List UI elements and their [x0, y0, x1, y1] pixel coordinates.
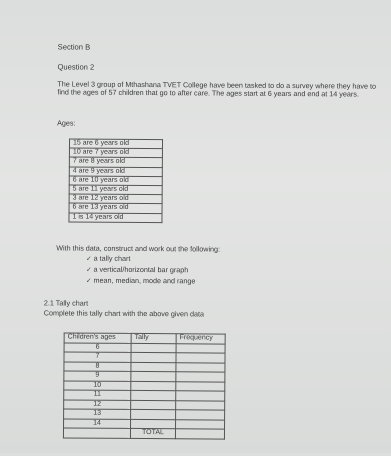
ages-row [69, 203, 162, 213]
frequency-cell[interactable] [176, 410, 225, 420]
tally-cell[interactable] [131, 362, 176, 372]
frequency-cell[interactable] [176, 381, 225, 391]
tally-cell[interactable] [131, 343, 176, 353]
question-heading: Question 2 [57, 62, 95, 72]
ages-row [69, 185, 162, 195]
frequency-cell[interactable] [176, 343, 225, 353]
checkmark-icon: ✓ [86, 255, 92, 263]
tally-chart-table [63, 332, 226, 439]
ages-cell: 4 are 9 years old [69, 167, 162, 177]
frequency-cell[interactable] [176, 362, 225, 372]
subsection-instruction: Complete this tally chart with the above given data [43, 308, 205, 319]
ages-cell: 7 are 8 years old [69, 157, 162, 167]
ages-cell: 6 are 13 years old [69, 203, 162, 213]
total-age-cell [63, 428, 130, 438]
ages-label: Ages: [57, 118, 76, 128]
age-cell: 14 [64, 418, 131, 428]
frequency-cell[interactable] [176, 353, 225, 363]
frequency-cell[interactable] [176, 372, 225, 382]
age-cell: 9 [64, 371, 131, 381]
ages-cell: 5 are 11 years old [69, 185, 162, 195]
age-cell: 12 [64, 399, 131, 409]
ages-row [69, 194, 162, 204]
ages-row [69, 213, 162, 223]
age-cell: 8 [64, 361, 131, 371]
section-heading: Section B [57, 42, 91, 52]
ages-cell: 10 are 7 years old [69, 148, 162, 158]
tally-cell[interactable] [131, 390, 176, 400]
header-tally: Tally [131, 333, 176, 343]
checkmark-icon: ✓ [86, 277, 92, 285]
task-item: ✓ mean, median, mode and range [86, 275, 196, 286]
age-cell: 13 [64, 409, 131, 419]
tally-cell[interactable] [131, 381, 176, 391]
ages-row [69, 176, 162, 186]
task-item: ✓ a tally chart [86, 253, 131, 263]
total-label: TOTAL [130, 428, 175, 438]
header-ages: Children's ages [64, 333, 131, 343]
ages-row [69, 167, 162, 177]
frequency-cell[interactable] [176, 400, 225, 410]
age-cell: 10 [64, 380, 131, 390]
subsection-heading: 2.1 Tally chart [43, 298, 89, 308]
tally-cell[interactable] [131, 419, 176, 429]
task-item: ✓ a vertical/horizontal bar graph [86, 264, 189, 275]
ages-cell: 1 is 14 years old [69, 213, 162, 223]
ages-row [69, 139, 162, 149]
ages-cell: 15 are 6 years old [69, 139, 162, 149]
age-cell: 7 [64, 352, 131, 362]
tally-cell[interactable] [131, 400, 176, 410]
total-frequency-cell[interactable] [175, 429, 224, 439]
frequency-cell[interactable] [176, 419, 225, 429]
ages-table [68, 138, 163, 222]
ages-row [69, 148, 162, 158]
age-cell: 6 [64, 342, 131, 352]
tally-cell[interactable] [131, 352, 176, 362]
ages-cell: 6 are 10 years old [69, 176, 162, 186]
header-frequency: Frequency [176, 334, 225, 344]
tally-cell[interactable] [131, 371, 176, 381]
instruction-text: With this data, construct and work out the following: [56, 243, 221, 254]
total-row [63, 428, 224, 439]
problem-paragraph: The Level 3 group of Mthashana TVET College have been tasked to do a survey where they have to find the ages of 57 children that go to after care. The ages start at 6 years and end at 14 years. [57, 79, 377, 99]
ages-row [69, 157, 162, 167]
age-cell: 11 [64, 390, 131, 400]
checkmark-icon: ✓ [86, 266, 92, 274]
tally-cell[interactable] [131, 409, 176, 419]
ages-cell: 3 are 12 years old [69, 194, 162, 204]
frequency-cell[interactable] [176, 391, 225, 401]
